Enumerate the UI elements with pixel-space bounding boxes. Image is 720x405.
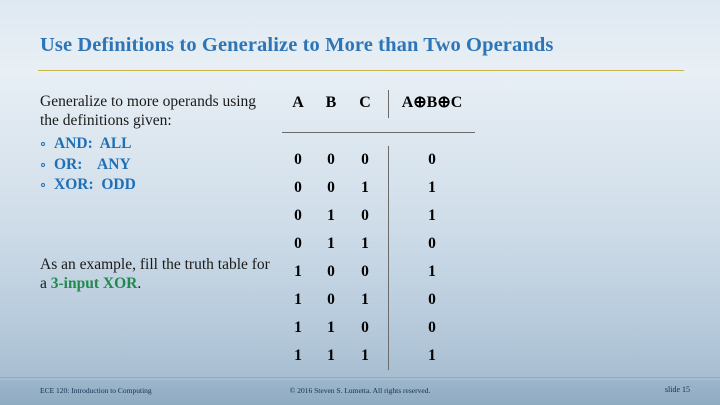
- table-row: [282, 174, 475, 202]
- table-row: [282, 342, 475, 370]
- definition-bullet-list: [40, 134, 265, 196]
- table-row: [282, 314, 475, 342]
- footer-divider: [0, 377, 720, 378]
- intro-paragraph: Generalize to more operands using the definitions given:: [40, 93, 257, 129]
- column-header-result: A⊕B⊕C: [389, 90, 476, 118]
- bullet-dot-icon: [41, 183, 45, 187]
- header-underline: [282, 118, 475, 146]
- example-highlight: 3-input XOR: [50, 275, 138, 292]
- cell-c: 0: [361, 151, 369, 168]
- cell-c: 0: [361, 207, 369, 224]
- cell-c: 1: [361, 179, 369, 196]
- title-divider: [38, 70, 684, 71]
- table-row: [282, 146, 475, 174]
- list-item: [40, 155, 265, 176]
- cell-b: 1: [327, 207, 335, 224]
- cell-a: 0: [294, 151, 302, 168]
- bullet-label: OR: ANY: [54, 155, 131, 173]
- cell-c: 0: [361, 319, 369, 336]
- list-item: [40, 134, 265, 155]
- cell-a: 1: [294, 291, 302, 308]
- cell-result: 0: [389, 230, 476, 258]
- example-text-part1: As an example, fill the truth table for a: [40, 256, 270, 292]
- cell-a: 1: [294, 319, 302, 336]
- footer-course-label: ECE 120: Introduction to Computing: [40, 386, 152, 395]
- cell-b: 1: [327, 347, 335, 364]
- bullet-label: XOR: ODD: [54, 176, 136, 193]
- cell-c: 0: [361, 263, 369, 280]
- table-row: [282, 286, 475, 314]
- bullet-dot-icon: [41, 163, 45, 167]
- example-text-part2: .: [137, 275, 142, 292]
- cell-b: 0: [327, 291, 335, 308]
- list-item: [40, 175, 265, 196]
- table-body: [282, 146, 475, 370]
- cell-a: 1: [294, 347, 302, 364]
- example-paragraph: [40, 255, 270, 293]
- cell-result: 0: [389, 146, 476, 174]
- cell-result: 0: [389, 286, 476, 314]
- cell-a: 0: [294, 179, 302, 196]
- header-rule-left: [282, 118, 389, 146]
- bullet-dot-icon: [41, 142, 45, 146]
- cell-b: 1: [327, 235, 335, 252]
- column-header-a: A: [292, 94, 304, 111]
- cell-result: 1: [389, 342, 476, 370]
- table-row: [282, 202, 475, 230]
- footer-slide-number: slide 15: [664, 385, 690, 394]
- cell-b: 0: [327, 151, 335, 168]
- table-row: [282, 230, 475, 258]
- bullet-label: AND: ALL: [54, 135, 132, 152]
- cell-c: 1: [361, 291, 369, 308]
- cell-result: 1: [389, 202, 476, 230]
- cell-c: 1: [361, 347, 369, 364]
- header-rule-right: [389, 118, 476, 146]
- cell-result: 1: [389, 258, 476, 286]
- table-header-row: [282, 90, 475, 118]
- page-title: Use Definitions to Generalize to More than Two Operands: [40, 34, 554, 56]
- table-row: [282, 258, 475, 286]
- column-header-c: C: [359, 94, 371, 111]
- cell-result: 0: [389, 314, 476, 342]
- cell-b: 1: [327, 319, 335, 336]
- cell-c: 1: [361, 235, 369, 252]
- truth-table: [282, 90, 475, 370]
- cell-a: 0: [294, 235, 302, 252]
- cell-result: 1: [389, 174, 476, 202]
- cell-a: 1: [294, 263, 302, 280]
- cell-b: 0: [327, 179, 335, 196]
- column-header-b: B: [325, 94, 337, 111]
- footer-copyright: © 2016 Steven S. Lumetta. All rights reserved.: [289, 386, 431, 395]
- left-text-column: [40, 92, 265, 196]
- cell-b: 0: [327, 263, 335, 280]
- cell-a: 0: [294, 207, 302, 224]
